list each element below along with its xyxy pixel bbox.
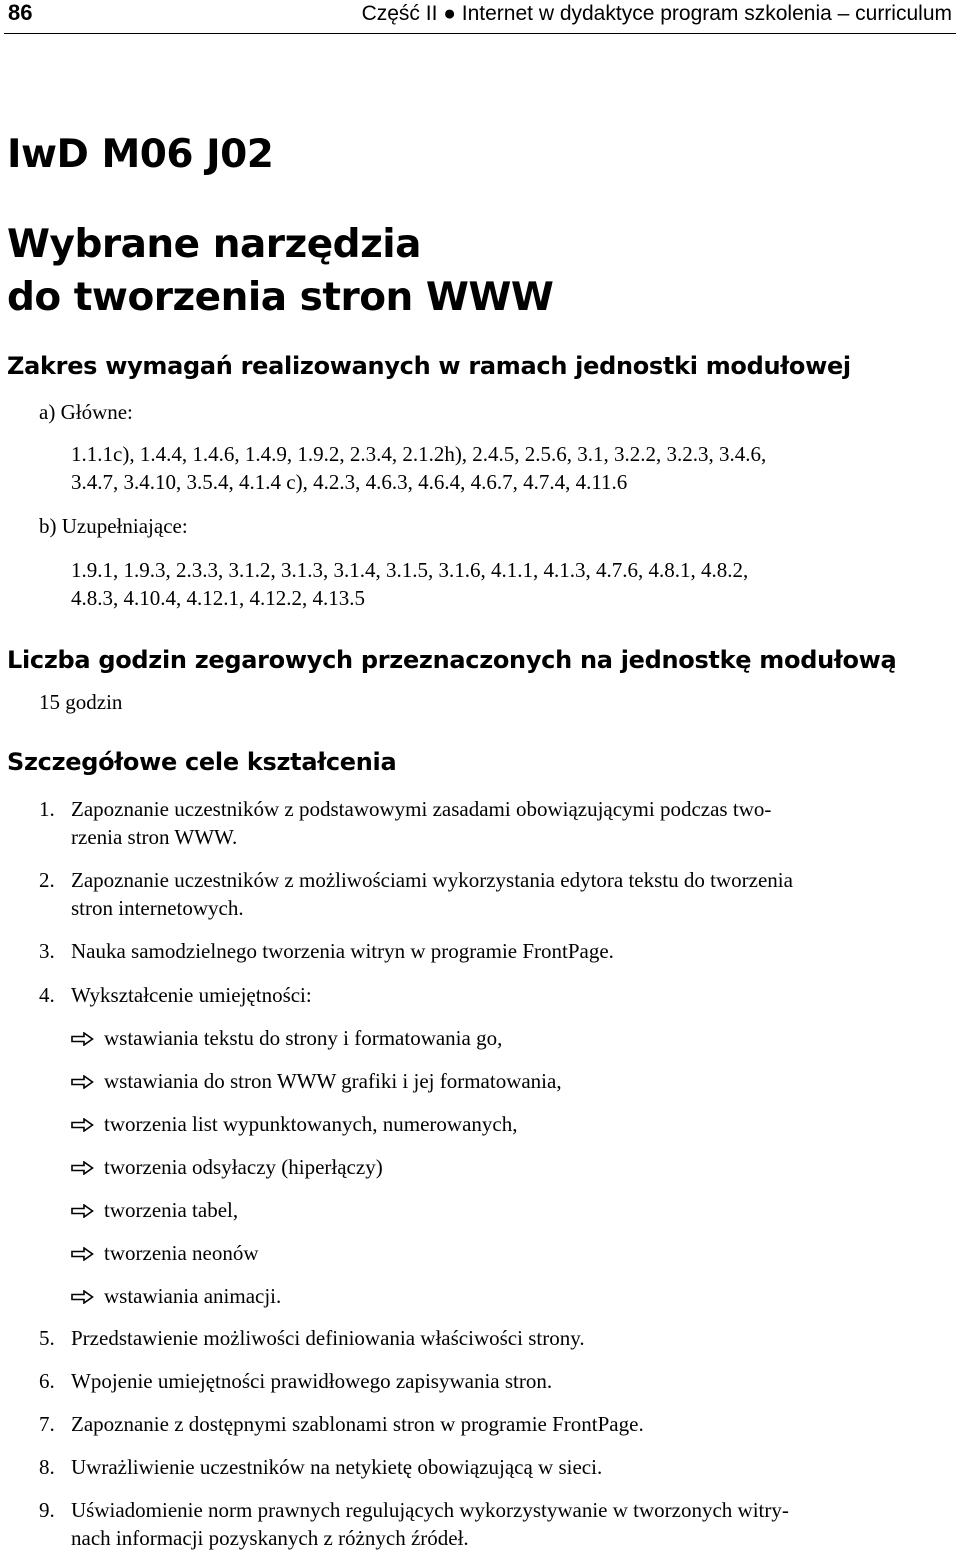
header-rule bbox=[4, 33, 956, 34]
unit-title bbox=[7, 218, 553, 324]
page-header bbox=[0, 0, 960, 33]
goal-number: 2. bbox=[39, 868, 55, 892]
skill-bullet-item bbox=[71, 1110, 517, 1139]
skill-bullet-item bbox=[71, 1239, 259, 1268]
skill-text: wstawiania animacji. bbox=[104, 1284, 282, 1308]
goal-text-line: Uświadomienie norm prawnych regulujących wykorzystywanie w tworzonych witry- bbox=[71, 1498, 789, 1522]
hollow-arrow-icon bbox=[71, 1290, 94, 1304]
hollow-arrow-icon bbox=[71, 1161, 94, 1175]
skill-bullet-item bbox=[71, 1196, 238, 1225]
main-requirements-label: a) Główne: bbox=[39, 400, 133, 424]
hollow-arrow-icon bbox=[71, 1204, 94, 1218]
supplementary-requirements-line2: 4.8.3, 4.10.4, 4.12.1, 4.12.2, 4.13.5 bbox=[71, 586, 365, 610]
hours-value: 15 godzin bbox=[39, 690, 123, 714]
goal-text-line: rzenia stron WWW. bbox=[71, 825, 238, 849]
supplementary-requirements-line1: 1.9.1, 1.9.3, 2.3.3, 3.1.2, 3.1.3, 3.1.4, 3.1.5, 3.1.6, 4.1.1, 4.1.3, 4.7.6, 4.8.1, 4.8.2, bbox=[71, 558, 749, 582]
running-head: Część II ● Internet w dydaktyce program szkolenia – curriculum bbox=[361, 2, 952, 25]
goal-number: 9. bbox=[39, 1498, 55, 1522]
unit-code: IwD M06 J02 bbox=[7, 132, 274, 177]
hollow-arrow-icon bbox=[71, 1032, 94, 1046]
skill-bullet-item bbox=[71, 1153, 383, 1182]
goal-number: 4. bbox=[39, 983, 55, 1007]
skill-bullet-item bbox=[71, 1024, 502, 1053]
hollow-arrow-icon bbox=[71, 1247, 94, 1261]
goal-text-line: Wpojenie umiejętności prawidłowego zapisywania stron. bbox=[71, 1369, 553, 1393]
main-requirements-line1: 1.1.1c), 1.4.4, 1.4.6, 1.4.9, 1.9.2, 2.3.4, 2.1.2h), 2.4.5, 2.5.6, 3.1, 3.2.2, 3.2.3, 3.4.6, bbox=[71, 442, 767, 466]
hours-heading: Liczba godzin zegarowych przeznaczonych na jednostkę modułową bbox=[7, 646, 897, 674]
goal-number: 8. bbox=[39, 1455, 55, 1479]
goal-text-line: stron internetowych. bbox=[71, 896, 244, 920]
hollow-arrow-icon bbox=[71, 1075, 94, 1089]
skill-text: wstawiania do stron WWW grafiki i jej formatowania, bbox=[104, 1069, 562, 1093]
skill-text: tworzenia odsyłaczy (hiperłączy) bbox=[104, 1155, 383, 1179]
goal-text-line: Wykształcenie umiejętności: bbox=[71, 983, 312, 1007]
goal-text-line: Zapoznanie z dostępnymi szablonami stron w programie FrontPage. bbox=[71, 1412, 644, 1436]
requirements-heading: Zakres wymagań realizowanych w ramach jednostki modułowej bbox=[7, 352, 851, 380]
goal-number: 5. bbox=[39, 1326, 55, 1350]
hollow-arrow-icon bbox=[71, 1118, 94, 1132]
goal-number: 7. bbox=[39, 1412, 55, 1436]
main-requirements-line2: 3.4.7, 3.4.10, 3.5.4, 4.1.4 c), 4.2.3, 4.6.3, 4.6.4, 4.6.7, 4.7.4, 4.11.6 bbox=[71, 470, 628, 494]
goal-text-line: Przedstawienie możliwości definiowania właściwości strony. bbox=[71, 1326, 585, 1350]
skill-bullet-item bbox=[71, 1282, 281, 1311]
unit-title-line2: do tworzenia stron WWW bbox=[7, 275, 554, 320]
goal-text-line: Zapoznanie uczestników z możliwościami wykorzystania edytora tekstu do tworzenia bbox=[71, 868, 793, 892]
goal-number: 3. bbox=[39, 939, 55, 963]
supplementary-requirements-label: b) Uzupełniające: bbox=[39, 514, 188, 538]
goal-text-line: nach informacji pozyskanych z różnych źródeł. bbox=[71, 1526, 469, 1550]
goals-heading: Szczegółowe cele kształcenia bbox=[7, 748, 397, 776]
skill-text: tworzenia neonów bbox=[104, 1241, 259, 1265]
skill-bullet-item bbox=[71, 1067, 562, 1096]
page-number: 86 bbox=[8, 0, 33, 25]
goal-text-line: Zapoznanie uczestników z podstawowymi zasadami obowiązującymi podczas two- bbox=[71, 797, 772, 821]
goal-text-line: Nauka samodzielnego tworzenia witryn w programie FrontPage. bbox=[71, 939, 614, 963]
unit-title-line1: Wybrane narzędzia bbox=[7, 222, 421, 267]
skill-text: tworzenia list wypunktowanych, numerowanych, bbox=[104, 1112, 518, 1136]
goal-number: 6. bbox=[39, 1369, 55, 1393]
goal-number: 1. bbox=[39, 797, 55, 821]
skill-text: wstawiania tekstu do strony i formatowania go, bbox=[104, 1026, 503, 1050]
goal-text-line: Uwrażliwienie uczestników na netykietę obowiązującą w sieci. bbox=[71, 1455, 603, 1479]
skill-text: tworzenia tabel, bbox=[104, 1198, 239, 1222]
